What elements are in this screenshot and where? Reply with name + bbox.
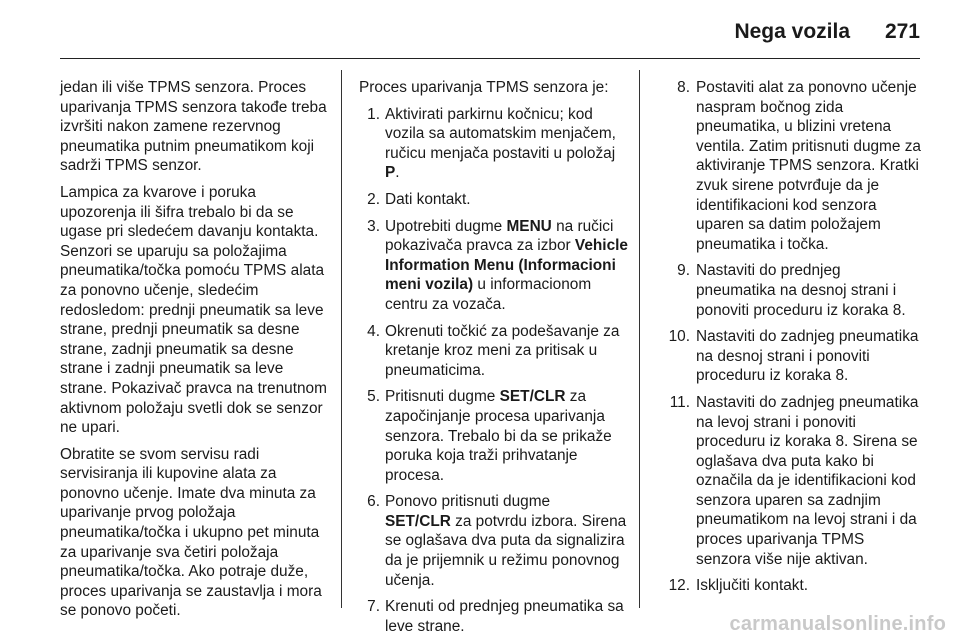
step-item	[658, 78, 923, 254]
step-bold: P	[385, 164, 396, 182]
step-number: 7.	[367, 598, 380, 616]
step-item	[658, 393, 923, 569]
step-number: 11.	[669, 393, 690, 411]
step-bold: SET/CLR	[385, 512, 451, 530]
column-right	[658, 78, 923, 603]
step-item	[359, 190, 629, 210]
step-item	[359, 217, 629, 315]
step-text: za potvrdu izbora. Sirena se oglašava dva puta da signalizira da je prijemnik u režimu ponovnog učenja.	[385, 512, 627, 589]
step-text: Dati kontakt.	[385, 190, 471, 208]
steps-intro: Proces uparivanja TPMS senzora je:	[359, 79, 609, 96]
step-number: 8.	[677, 79, 690, 96]
paragraph: jedan ili više TPMS senzora. Proces uparivanja TPMS senzora takođe treba izvršiti nakon zamene rezervnog pneumatika putnim pneumatikom koji sadrži TPMS senzor.	[60, 79, 327, 175]
step-number: 6.	[367, 493, 380, 511]
column-divider	[639, 70, 640, 608]
step-text: Aktivirati parkirnu kočnicu; kod vozila sa automatskim menjačem, ručicu menjača postaviti u položaj	[385, 105, 616, 162]
step-item	[658, 327, 923, 386]
step-text: .	[395, 164, 400, 182]
paragraph: Lampica za kvarove i poruka upozorenja ili šifra trebalo bi da se ugase pri sledećem davanju kontakta. Senzori se uparuju sa položajima pneumatika/točka pomoću TPMS alata za ponovno učenje, sledećim redosledom: prednji pneumatik sa leve strane, prednji pneumatik sa desne strane, zadnji pneumatik sa desne strane i zadnji pneumatik sa leve strane. Pokazivač pravca na trenutnom aktivnom položaju svetli dok se senzor ne upari.	[60, 183, 327, 437]
step-number: 3.	[367, 217, 380, 235]
paragraph: Obratite se svom servisu radi servisiranja ili kupovine alata za ponovno učenje. Imate dva minuta za uparivanje prvog položaja pneumatika/točka i ukupno pet minuta za uparivanje sva četiri položaja pneumatika/točka. Ako potraje duže, proces uparivanja se zaustavlja i mora se ponovo početi.	[60, 445, 322, 620]
step-item	[658, 576, 923, 596]
step-bold: Vehicle Information Menu (Informacioni meni vozila)	[385, 237, 628, 294]
step-text: Upotrebiti dugme	[385, 217, 507, 235]
step-text: u informacionom centru za vozača.	[385, 276, 592, 313]
step-number: 1.	[367, 105, 380, 123]
step-item	[359, 387, 629, 485]
step-text: Nastaviti do zadnjeg pneumatika na desnoj strani i ponoviti proceduru iz koraka 8.	[696, 328, 919, 385]
page-title: Nega vozila	[734, 20, 850, 43]
step-item	[658, 261, 923, 320]
step-text: Postaviti alat za ponovno učenje naspram bočnog zida pneumatika, u blizini vretena ventila. Zatim pritisnuti dugme za aktiviranje TPMS senzora. Kratki zvuk sirene potvrđuje da je identifikacioni kod senzora uparen sa datim položajem pneumatika i točka.	[696, 79, 921, 253]
step-item	[359, 322, 629, 381]
step-item	[359, 597, 629, 636]
step-item	[359, 105, 629, 183]
column-left	[60, 78, 330, 628]
step-text: Isključiti kontakt.	[696, 577, 809, 595]
step-text: Okrenuti točkić za podešavanje za kretanje kroz meni za pritisak u pneumaticima.	[385, 322, 620, 379]
step-text: Nastaviti do zadnjeg pneumatika na levoj strani i ponoviti proceduru iz koraka 8. Sirena se oglašava dva puta kako bi označila da je identifikacioni kod senzora uparen sa zadnjim pneumatikom na levoj strani i da proces uparivanja TPMS senzora više nije aktivan.	[696, 393, 919, 568]
step-number: 4.	[367, 322, 380, 340]
watermark-text: carmanualsonline.info	[729, 613, 946, 635]
step-number: 10.	[668, 328, 690, 346]
step-text: Ponovo pritisnuti dugme	[385, 493, 551, 511]
step-text: Pritisnuti dugme	[385, 388, 500, 406]
step-text: Krenuti od prednjeg pneumatika sa leve strane.	[385, 598, 624, 635]
step-number: 5.	[367, 388, 380, 406]
step-text: Nastaviti do prednjeg pneumatika na desnoj strani i ponoviti proceduru iz koraka 8.	[696, 262, 906, 319]
step-number: 12.	[668, 577, 690, 595]
step-bold: SET/CLR	[499, 388, 566, 406]
step-item	[359, 492, 629, 590]
step-text: za započinjanje procesa uparivanja senzora. Trebalo bi da se prikaže poruka koja traži prihvatanje procesa.	[385, 388, 612, 484]
step-bold: MENU	[506, 217, 552, 235]
column-divider	[341, 70, 342, 608]
page-number: 271	[884, 20, 920, 43]
step-number: 9.	[677, 262, 690, 280]
step-number: 2.	[367, 190, 380, 208]
page-header	[60, 0, 920, 59]
column-middle	[359, 78, 629, 643]
step-text: na ručici pokazivača pravca za izbor	[385, 217, 614, 255]
